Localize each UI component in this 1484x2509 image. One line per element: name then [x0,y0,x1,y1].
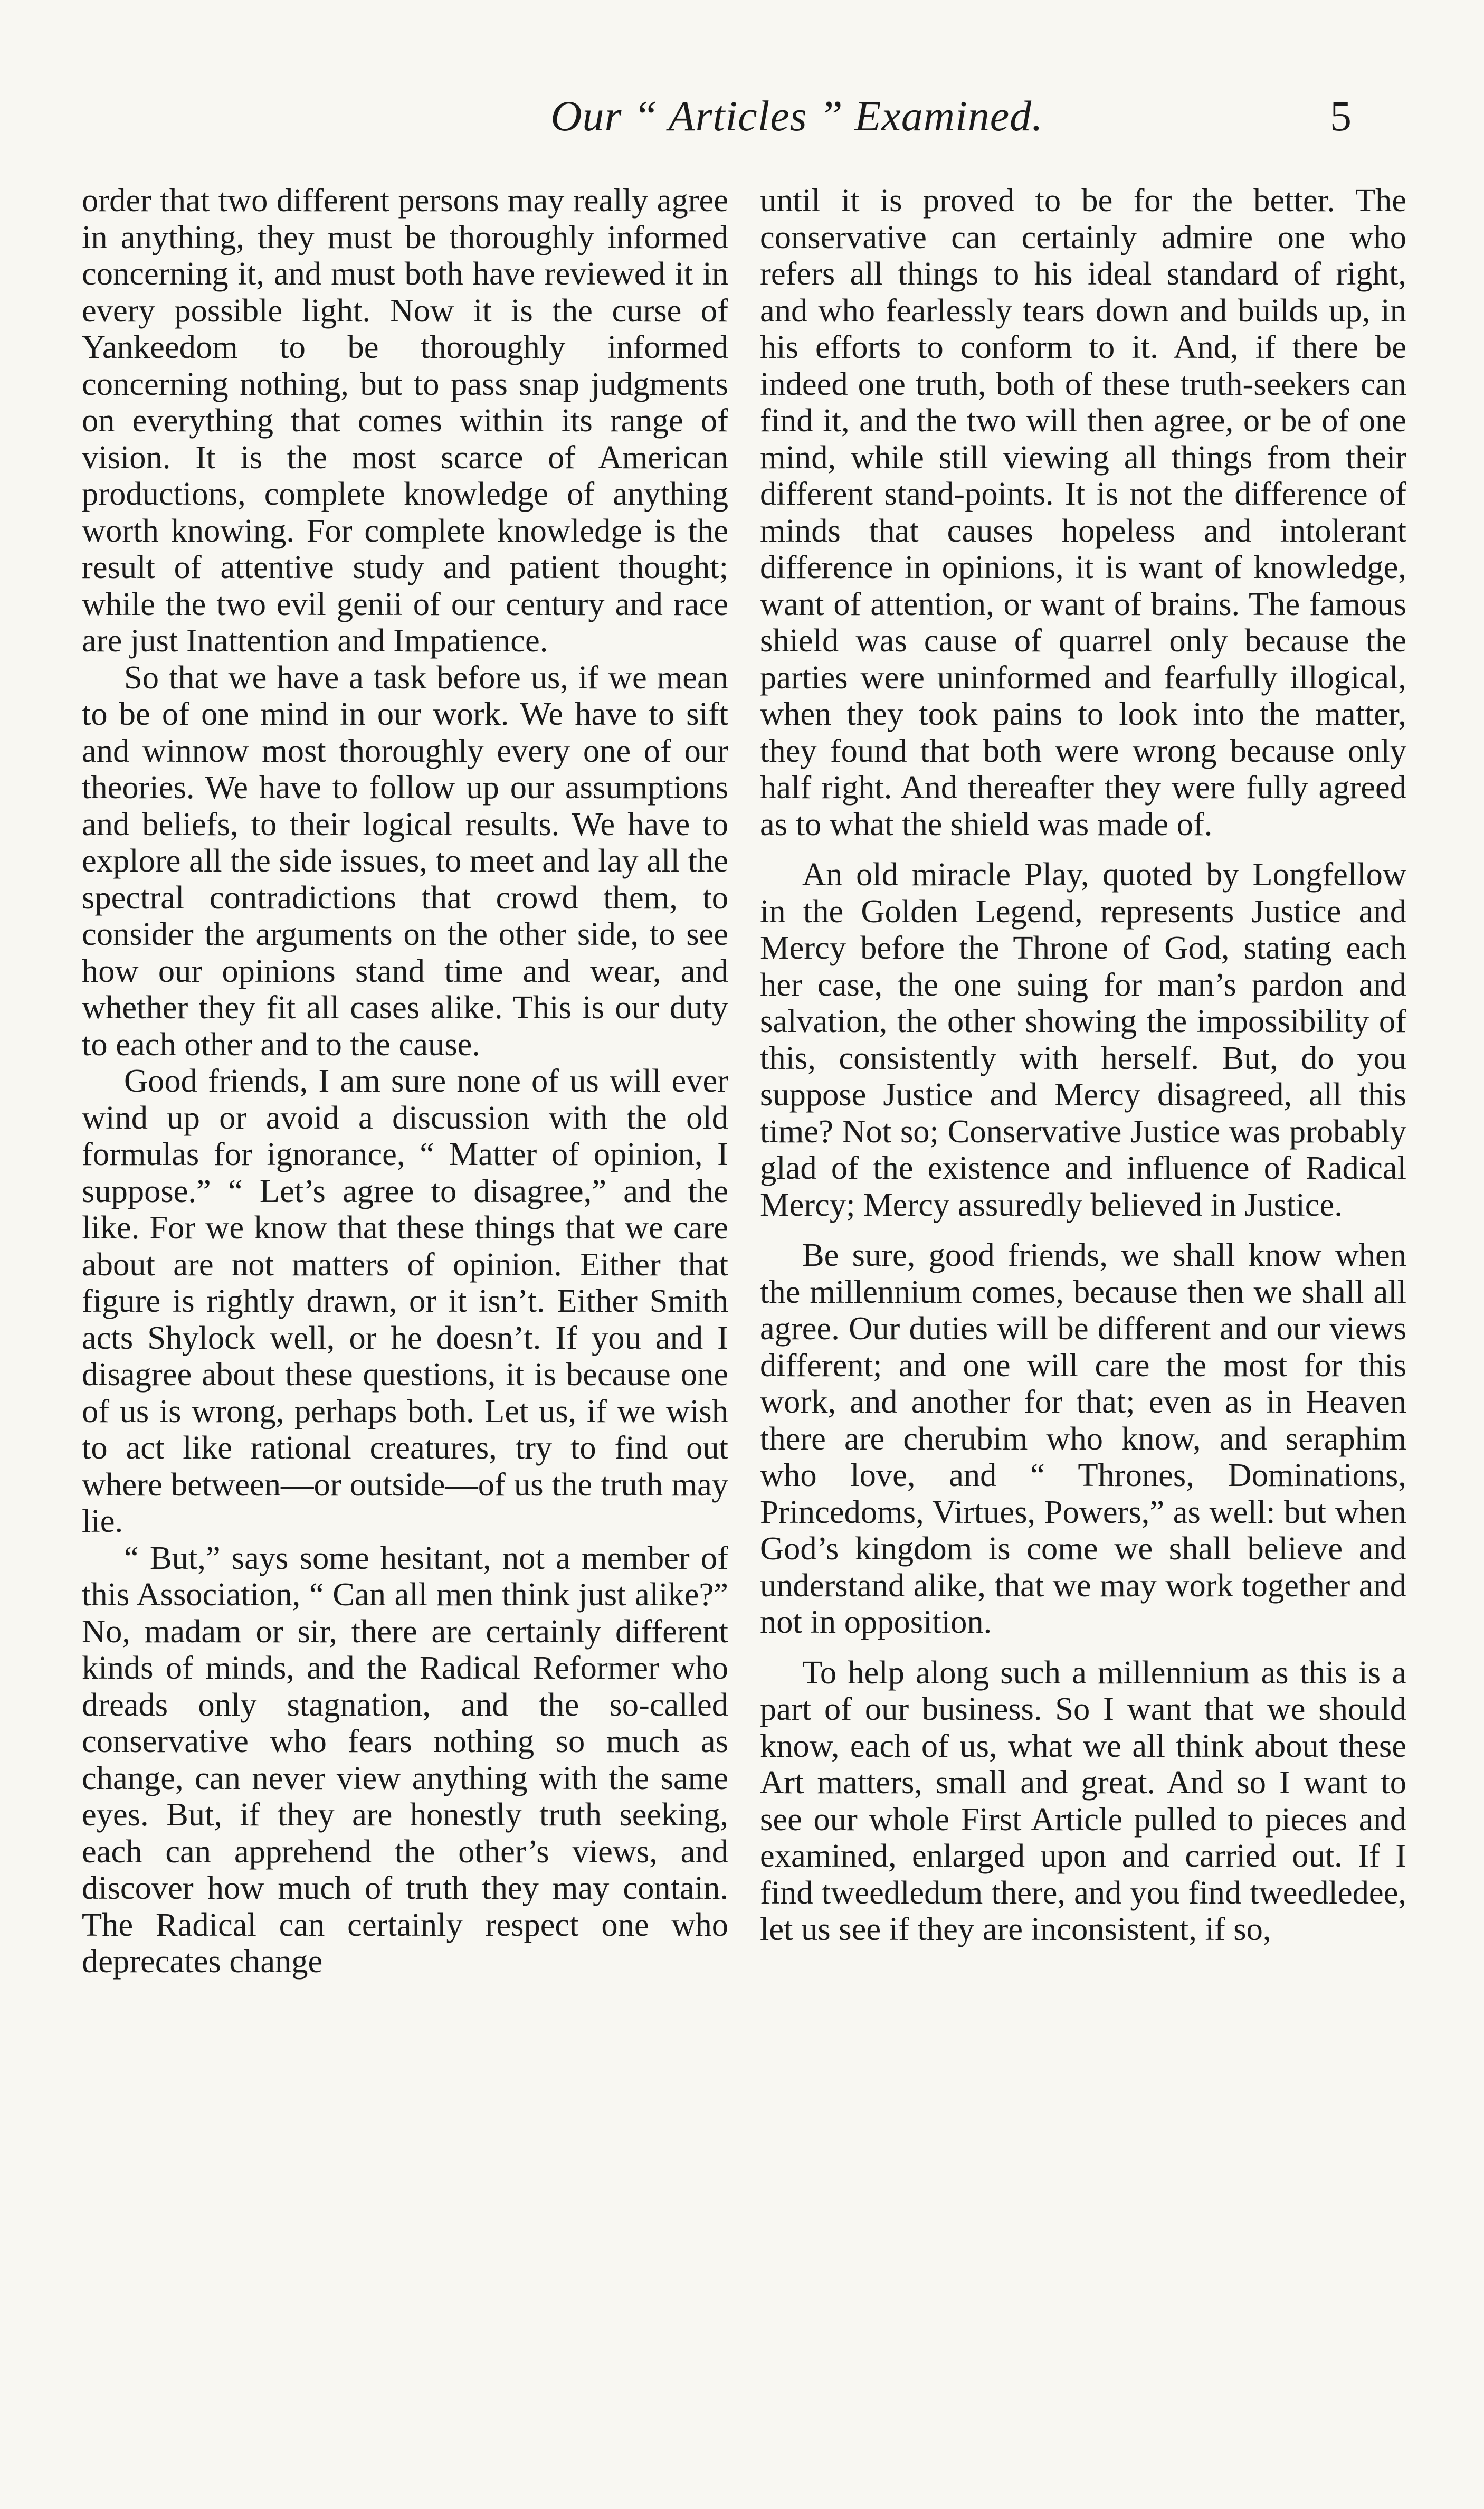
paragraph: “ But,” says some hesitant, not a member of this Association, “ Can all men think just alike?” No, madam or sir, there are certainly different kinds of minds, and the Radical Reformer who dreads only stagnation, and the so-called conservative who fears nothing so much as change, can never view anything with the same eyes. But, if they are honestly truth seeking, each can apprehend the other’s views, and discover how much of truth they may contain. The Radical can certainly respect one who deprecates change [82,1539,728,1980]
paragraph: Be sure, good friends, we shall know when the millennium comes, because then we shall all agree. Our duties will be different and our views different; and one will care the most for this work, and another for that; even as in Heaven there are cherubim who know, and seraphim who love, and “ Thrones, Dominations, Princedoms, Virtues, Powers,” as well: but when God’s kingdom is come we shall believe and understand alike, that we may work together and not in opposition. [760,1236,1406,1640]
running-head [0,87,1484,145]
right-column [760,182,1406,1948]
paragraph: until it is proved to be for the better. The conservative can certainly admire one who refers all things to his ideal standard of right, and who fearlessly tears down and builds up, in his efforts to conform to it. And, if there be indeed one truth, both of these truth-seekers can find it, and the two will then agree, or be of one mind, while still viewing all things from their different stand-points. It is not the difference of minds that causes hopeless and intolerant difference in opinions, it is want of knowledge, want of attention, or want of brains. The famous shield was cause of quarrel only because the parties were uninformed and fearfully illogical, when they took pains to look into the matter, they found that both were wrong because only half right. And thereafter they were fully agreed as to what the shield was made of. [760,182,1406,842]
paragraph: An old miracle Play, quoted by Longfellow in the Golden Legend, represents Justice and Mercy before the Throne of God, stating each her case, the one suing for man’s pardon and salvation, the other showing the impossibility of this, consistently with herself. But, do you suppose Justice and Mercy disagreed, all this time? Not so; Conservative Justice was probably glad of the existence and influence of Radical Mercy; Mercy assuredly believed in Justice. [760,856,1406,1223]
paragraph: Good friends, I am sure none of us will ever wind up or avoid a discussion with the old formulas for ignorance, “ Matter of opinion, I suppose.” “ Let’s agree to disagree,” and the like. For we know that these things that we care about are not matters of opinion. Either that figure is rightly drawn, or it isn’t. Either Smith acts Shylock well, or he doesn’t. If you and I disagree about these questions, it is because one of us is wrong, perhaps both. Let us, if we wish to act like rational creatures, try to find out where between—or outside—of us the truth may lie. [82,1062,728,1539]
left-column [82,182,728,1980]
paragraph: So that we have a task before us, if we mean to be of one mind in our work. We have to sift and winnow most thoroughly every one of our theories. We have to follow up our assumptions and beliefs, to their logical results. We have to explore all the side issues, to meet and lay all the spectral contradictions that crowd them, to consider the arguments on the other side, to see how our opinions stand time and wear, and whether they fit all cases alike. This is our duty to each other and to the cause. [82,658,728,1063]
paragraph: order that two different persons may really agree in anything, they must be thoroughly informed concerning it, and must both have reviewed it in every possible light. Now it is the curse of Yankeedom to be thoroughly informed concerning nothing, but to pass snap judgments on everything that comes within its range of vision. It is the most scarce of American productions, complete knowledge of anything worth knowing. For complete knowledge is the result of attentive study and patient thought; while the two evil genii of our century and race are just Inattention and Impatience. [82,182,728,659]
running-title: Our “ Articles ” Examined. [550,92,1043,140]
paragraph: To help along such a millennium as this is a part of our business. So I want that we should know, each of us, what we all think about these Art matters, small and great. And so I want to see our whole First Article pulled to pieces and examined, enlarged upon and carried out. If I find tweedledum there, and you find tweedledee, let us see if they are inconsistent, if so, [760,1653,1406,1947]
page-number: 5 [1330,92,1352,140]
